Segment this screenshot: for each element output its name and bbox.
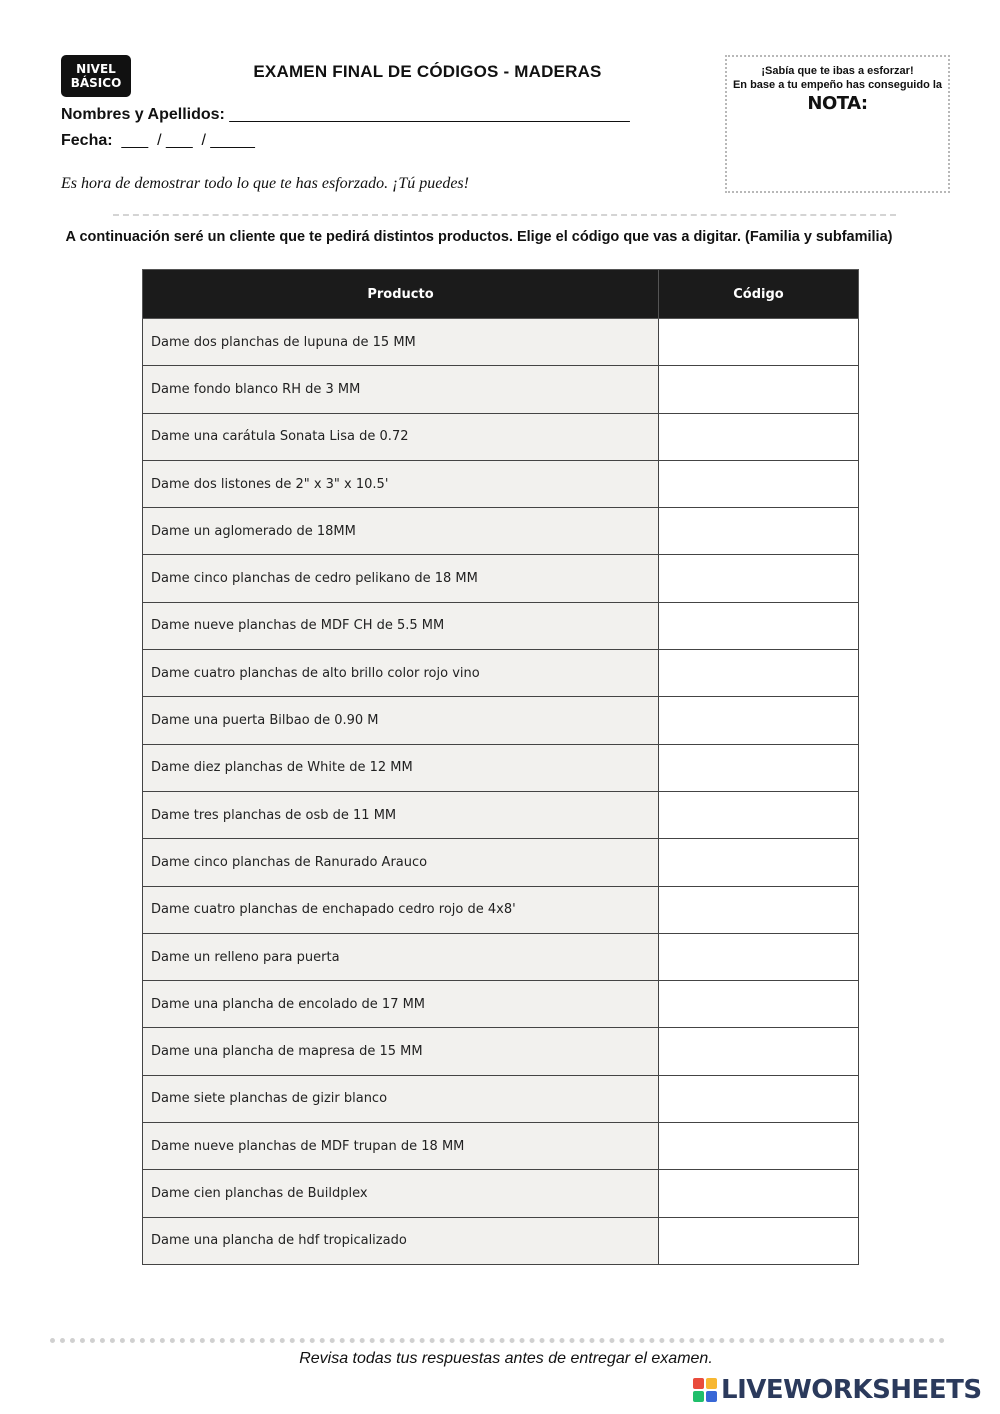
code-cell[interactable] xyxy=(659,981,859,1028)
table-row xyxy=(143,886,859,933)
product-cell: Dame siete planchas de gizir blanco xyxy=(143,1075,659,1122)
code-input[interactable] xyxy=(659,413,862,461)
badge-line-1: NIVEL xyxy=(76,62,116,76)
code-cell[interactable] xyxy=(659,460,859,507)
liveworksheets-logo-icon xyxy=(692,1377,718,1403)
code-input[interactable] xyxy=(659,886,862,934)
table-row xyxy=(143,1028,859,1075)
instruction-text: A continuación seré un cliente que te pedirá distintos productos. Elige el código que vas a digitar. (Familia y subfamilia) xyxy=(65,229,893,245)
table-row xyxy=(143,555,859,602)
code-cell[interactable] xyxy=(659,933,859,980)
code-cell[interactable] xyxy=(659,1217,859,1264)
code-cell[interactable] xyxy=(659,1028,859,1075)
code-cell[interactable] xyxy=(659,602,859,649)
code-column-header: Código xyxy=(659,270,859,319)
section-divider xyxy=(113,214,896,216)
product-column-header: Producto xyxy=(143,270,659,319)
code-cell[interactable] xyxy=(659,1075,859,1122)
product-cell: Dame diez planchas de White de 12 MM xyxy=(143,744,659,791)
table-row xyxy=(143,839,859,886)
product-cell: Dame una puerta Bilbao de 0.90 M xyxy=(143,697,659,744)
product-cell: Dame nueve planchas de MDF CH de 5.5 MM xyxy=(143,602,659,649)
product-cell: Dame fondo blanco RH de 3 MM xyxy=(143,366,659,413)
product-cell: Dame una plancha de hdf tropicalizado xyxy=(143,1217,659,1264)
code-input[interactable] xyxy=(659,460,862,508)
name-blank-line[interactable]: _____________________________________________ xyxy=(229,106,630,123)
product-cell: Dame una plancha de mapresa de 15 MM xyxy=(143,1028,659,1075)
table-row xyxy=(143,413,859,460)
code-cell[interactable] xyxy=(659,839,859,886)
code-input[interactable] xyxy=(659,696,862,744)
code-cell[interactable] xyxy=(659,366,859,413)
code-cell[interactable] xyxy=(659,555,859,602)
brand-name: LIVEWORKSHEETS xyxy=(721,1375,982,1405)
code-cell[interactable] xyxy=(659,508,859,555)
table-row xyxy=(143,366,859,413)
level-badge xyxy=(61,55,131,97)
table-row xyxy=(143,602,859,649)
table-row xyxy=(143,508,859,555)
table-row xyxy=(143,744,859,791)
grade-line-1: ¡Sabía que te ibas a esforzar! xyxy=(761,65,914,77)
badge-line-2: BÁSICO xyxy=(70,76,122,90)
product-cell: Dame un relleno para puerta xyxy=(143,933,659,980)
product-cell: Dame tres planchas de osb de 11 MM xyxy=(143,791,659,838)
code-cell[interactable] xyxy=(659,650,859,697)
product-cell: Dame una plancha de encolado de 17 MM xyxy=(143,981,659,1028)
code-input[interactable] xyxy=(659,649,862,697)
table-row xyxy=(143,650,859,697)
code-input[interactable] xyxy=(659,933,862,981)
code-input[interactable] xyxy=(659,1169,862,1217)
date-blank-line[interactable]: ___ / ___ / _____ xyxy=(117,132,255,149)
products-table xyxy=(142,269,859,1265)
footer-divider xyxy=(50,1338,945,1343)
date-field[interactable] xyxy=(61,132,255,150)
code-input[interactable] xyxy=(659,791,862,839)
code-input[interactable] xyxy=(659,744,862,792)
grade-box xyxy=(725,55,950,193)
code-cell[interactable] xyxy=(659,319,859,366)
product-cell: Dame una carátula Sonata Lisa de 0.72 xyxy=(143,413,659,460)
table-row xyxy=(143,319,859,366)
code-input[interactable] xyxy=(659,1075,862,1123)
table-row xyxy=(143,1123,859,1170)
footer-note: Revisa todas tus respuestas antes de entregar el examen. xyxy=(299,1350,713,1367)
table-row xyxy=(143,933,859,980)
name-field[interactable] xyxy=(61,106,630,124)
code-input[interactable] xyxy=(659,1217,862,1265)
code-cell[interactable] xyxy=(659,697,859,744)
code-input[interactable] xyxy=(659,507,862,555)
name-label: Nombres y Apellidos: xyxy=(61,106,225,123)
table-row xyxy=(143,460,859,507)
code-input[interactable] xyxy=(659,980,862,1028)
product-cell: Dame cuatro planchas de enchapado cedro rojo de 4x8' xyxy=(143,886,659,933)
page-title: EXAMEN FINAL DE CÓDIGOS - MADERAS xyxy=(253,62,602,81)
code-input[interactable] xyxy=(659,1027,862,1075)
product-cell: Dame nueve planchas de MDF trupan de 18 MM xyxy=(143,1123,659,1170)
product-cell: Dame un aglomerado de 18MM xyxy=(143,508,659,555)
product-cell: Dame cinco planchas de Ranurado Arauco xyxy=(143,839,659,886)
motivation-text: Es hora de demostrar todo lo que te has esforzado. ¡Tú puedes! xyxy=(61,175,469,192)
code-input[interactable] xyxy=(659,318,862,366)
product-cell: Dame cuatro planchas de alto brillo color rojo vino xyxy=(143,650,659,697)
table-row xyxy=(143,791,859,838)
product-cell: Dame dos planchas de lupuna de 15 MM xyxy=(143,319,659,366)
code-cell[interactable] xyxy=(659,744,859,791)
code-input[interactable] xyxy=(659,838,862,886)
code-cell[interactable] xyxy=(659,1123,859,1170)
code-input[interactable] xyxy=(659,365,862,413)
table-row xyxy=(143,981,859,1028)
code-input[interactable] xyxy=(659,1122,862,1170)
date-label: Fecha: xyxy=(61,132,113,149)
code-cell[interactable] xyxy=(659,1170,859,1217)
product-cell: Dame cinco planchas de cedro pelikano de 18 MM xyxy=(143,555,659,602)
brand-logo-group xyxy=(692,1374,982,1406)
table-row xyxy=(143,1217,859,1264)
table-header-row xyxy=(143,270,859,319)
product-cell: Dame dos listones de 2" x 3" x 10.5' xyxy=(143,460,659,507)
product-cell: Dame cien planchas de Buildplex xyxy=(143,1170,659,1217)
code-input[interactable] xyxy=(659,554,862,602)
table-body xyxy=(143,319,859,1265)
code-cell[interactable] xyxy=(659,413,859,460)
code-cell[interactable] xyxy=(659,791,859,838)
code-input[interactable] xyxy=(659,602,862,650)
table-row xyxy=(143,697,859,744)
table-row xyxy=(143,1075,859,1122)
grade-line-2: En base a tu empeño has conseguido la xyxy=(732,79,943,91)
table-row xyxy=(143,1170,859,1217)
grade-label: NOTA: xyxy=(807,93,868,114)
code-cell[interactable] xyxy=(659,886,859,933)
